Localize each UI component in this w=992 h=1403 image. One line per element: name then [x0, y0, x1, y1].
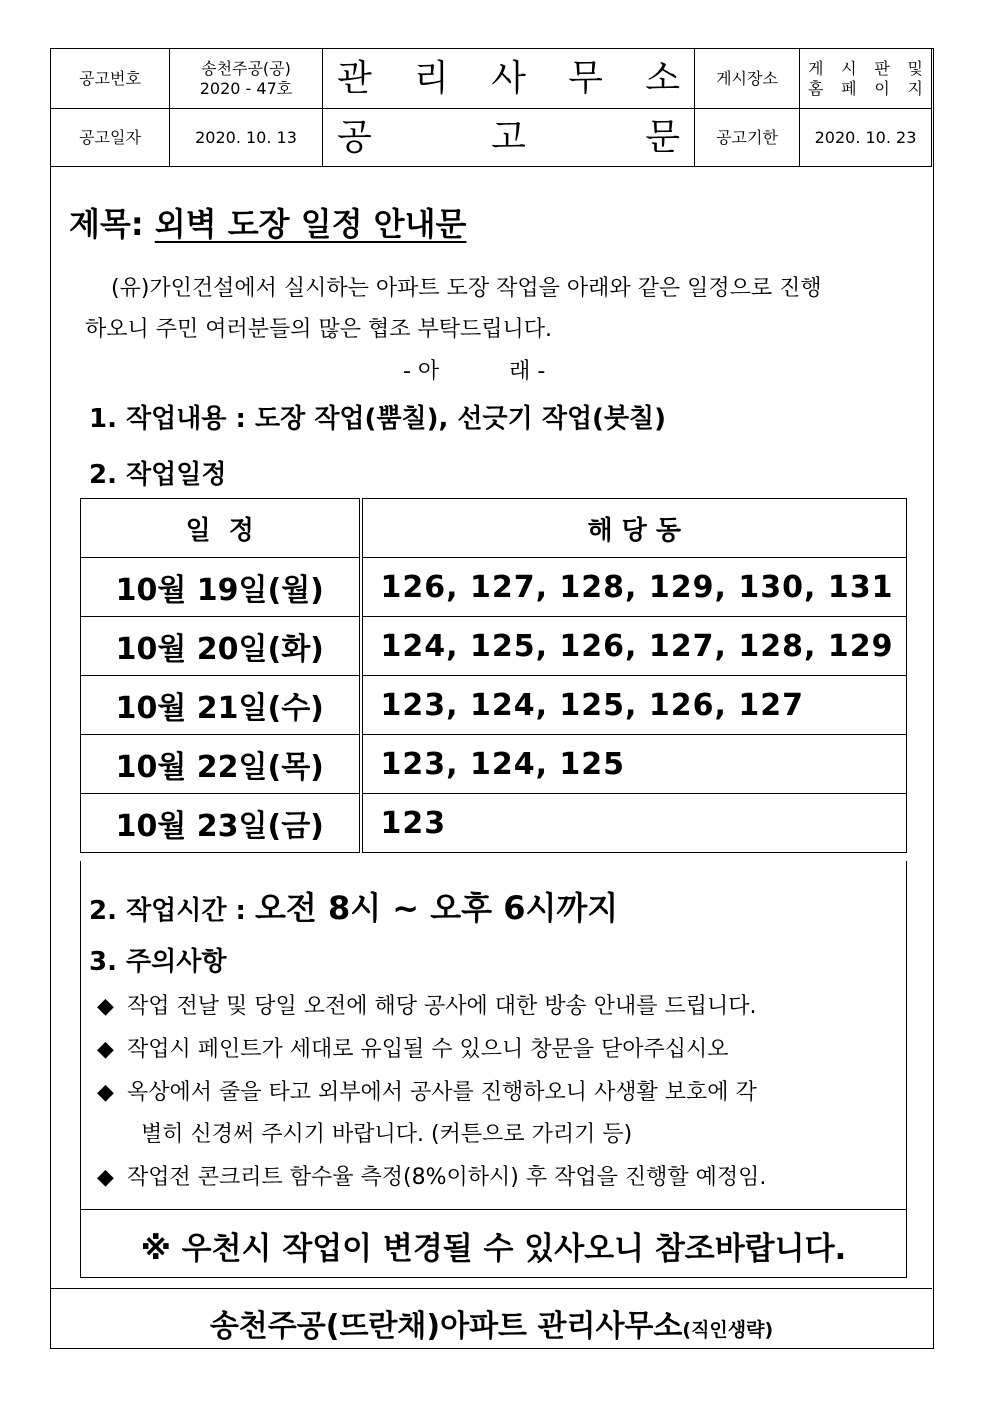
work-time [89, 883, 618, 929]
diamond-bullet-icon: ◆ [97, 1037, 114, 1062]
office-title-char: 무 [568, 58, 603, 99]
caution-text: 작업전 콘크리트 함수율 측정(8%이하시) 후 작업을 진행할 예정임. [127, 1165, 767, 1190]
subject-heading [69, 199, 466, 245]
schedule-date: 10월 20일(화) [81, 617, 361, 676]
notice-title-char: 문 [645, 117, 680, 158]
table-row [81, 676, 907, 735]
deadline-value: 2020. 10. 23 [800, 109, 932, 167]
caution-text: 작업시 페인트가 세대로 유입될 수 있으니 창문을 닫아주십시오 [127, 1037, 729, 1062]
post-place-char: 페 [841, 78, 857, 98]
deadline-label: 공고기한 [695, 109, 800, 167]
footer-divider [51, 1288, 932, 1289]
post-place-char: 시 [841, 58, 857, 78]
schedule-date: 10월 19일(월) [81, 558, 361, 617]
caution-item [97, 1075, 757, 1106]
schedule-buildings: 124, 125, 126, 127, 128, 129 [361, 617, 907, 676]
post-place-char: 판 [874, 58, 890, 78]
office-title-char: 사 [491, 58, 526, 99]
divider [81, 1209, 906, 1210]
diamond-bullet-icon: ◆ [97, 1165, 114, 1190]
notice-title [323, 109, 695, 167]
intro-line-1: (유)가인건설에서 실시하는 아파트 도장 작업을 아래와 같은 일정으로 진행 [111, 276, 822, 301]
caution-item-continued: 별히 신경써 주시기 바랍니다. (커튼으로 가리기 등) [141, 1122, 633, 1147]
post-place-char: 및 [907, 58, 923, 78]
post-place-char: 게 [808, 58, 824, 78]
post-place-char: 지 [907, 78, 923, 98]
post-place-char: 이 [874, 78, 890, 98]
schedule-date: 10월 21일(수) [81, 676, 361, 735]
notice-frame [50, 48, 934, 1349]
intro-line-2: 하오니 주민 여러분들의 많은 협조 부탁드립니다. [85, 317, 553, 342]
footer-office-name: 송천주공(뜨란채)아파트 관리사무소 [209, 1309, 683, 1344]
caution-item [97, 1032, 729, 1063]
col-building-header: 해 당 동 [361, 499, 907, 558]
notice-date-label: 공고일자 [51, 109, 170, 167]
schedule-table [80, 498, 907, 853]
caution-item [97, 989, 756, 1020]
col-date-header: 일 정 [81, 499, 361, 558]
footer-seal-omitted: (직인생략) [682, 1319, 774, 1341]
notice-no-value-line1: 송천주공(공) [201, 58, 291, 78]
schedule-date: 10월 22일(목) [81, 735, 361, 794]
post-place-label: 게시장소 [695, 49, 800, 109]
footer-signature [51, 1301, 932, 1345]
diamond-bullet-icon: ◆ [97, 994, 114, 1019]
diamond-bullet-icon: ◆ [97, 1080, 114, 1105]
work-schedule-heading: 2. 작업일정 [89, 460, 227, 490]
work-content: 1. 작업내용 : 도장 작업(뿜칠), 선긋기 작업(붓칠) [89, 404, 667, 434]
table-row [81, 617, 907, 676]
work-time-value: 오전 8시 ~ 오후 6시까지 [255, 889, 619, 927]
notice-no-value-line2: 2020 - 47호 [199, 78, 293, 98]
office-title-char: 소 [645, 58, 680, 99]
cautions-heading: 3. 주의사항 [89, 947, 227, 977]
schedule-buildings: 123 [361, 794, 907, 853]
caution-text: 옥상에서 줄을 타고 외부에서 공사를 진행하오니 사생활 보호에 각 [127, 1080, 757, 1105]
schedule-header-row [81, 499, 907, 558]
below-marker: - 아 래 - [403, 359, 546, 384]
notice-header [51, 49, 932, 167]
work-time-label: 2. 작업시간 : [89, 896, 255, 926]
schedule-buildings: 123, 124, 125, 126, 127 [361, 676, 907, 735]
schedule-buildings: 126, 127, 128, 129, 130, 131 [361, 558, 907, 617]
table-row [81, 735, 907, 794]
schedule-date: 10월 23일(금) [81, 794, 361, 853]
notice-date-value: 2020. 10. 13 [170, 109, 323, 167]
office-title-char: 리 [414, 58, 449, 99]
post-place-value [800, 49, 932, 109]
caution-item [97, 1160, 766, 1191]
subject-text: 외벽 도장 일정 안내문 [154, 205, 467, 243]
table-row [81, 558, 907, 617]
notice-no-value [170, 49, 323, 109]
subject-label: 제목: [69, 205, 155, 243]
schedule-buildings: 123, 124, 125 [361, 735, 907, 794]
notice-title-char: 공 [337, 117, 372, 158]
table-row [81, 794, 907, 853]
office-title-char: 관 [337, 58, 372, 99]
notice-title-char: 고 [491, 117, 526, 158]
office-title [323, 49, 695, 109]
post-place-char: 홈 [808, 78, 824, 98]
notice-no-label: 공고번호 [51, 49, 170, 109]
caution-text: 작업 전날 및 당일 오전에 해당 공사에 대한 방송 안내를 드립니다. [127, 994, 757, 1019]
details-box [80, 861, 907, 1278]
rain-note: ※ 우천시 작업이 변경될 수 있사오니 참조바랍니다. [140, 1231, 847, 1267]
